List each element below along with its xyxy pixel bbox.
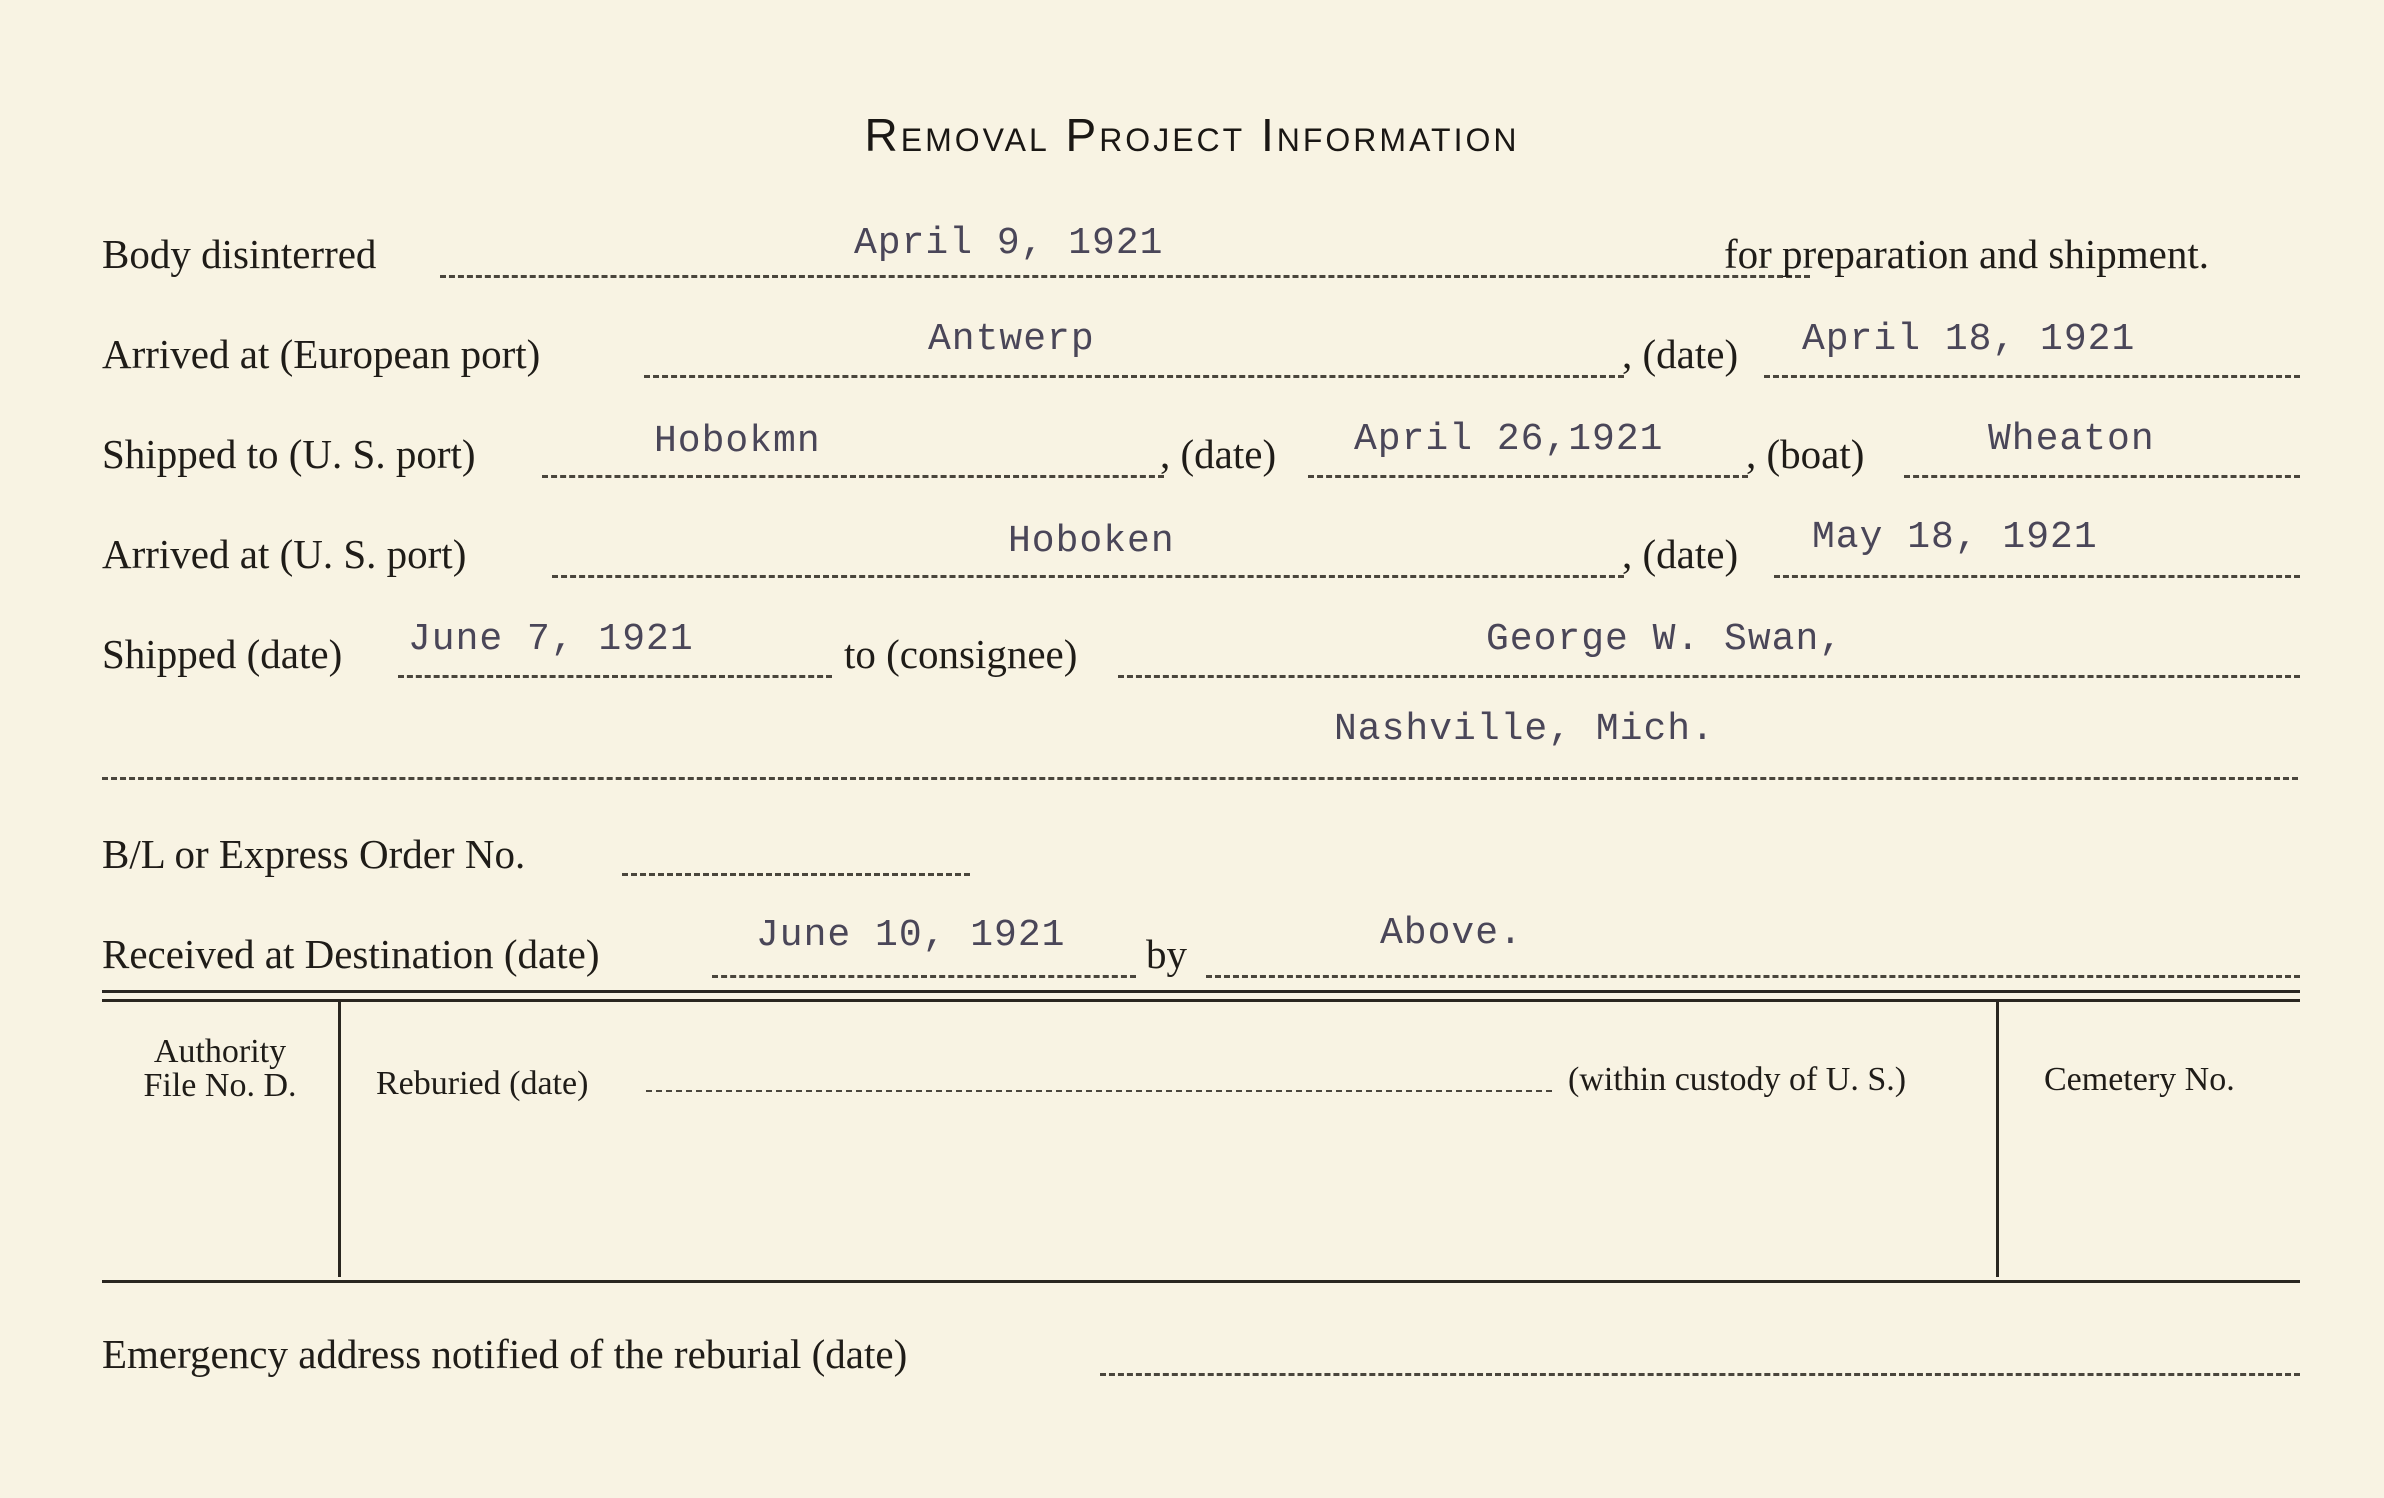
row-arrived-european xyxy=(102,318,2302,382)
arrived-us-line xyxy=(552,575,1624,578)
shipped-us-date-value: April 26,1921 xyxy=(1354,418,1664,461)
consignee-line2-value: Nashville, Mich. xyxy=(1334,708,1715,751)
arrived-european-date-line xyxy=(1764,375,2300,378)
emergency-label: Emergency address notified of the reburial (date) xyxy=(102,1331,908,1377)
received-line xyxy=(712,975,1136,978)
arrived-european-port-value: Antwerp xyxy=(928,318,1095,361)
arrived-european-date-label: , (date) xyxy=(1622,331,1739,377)
row-shipped-us xyxy=(102,418,2302,482)
arrived-us-label: Arrived at (U. S. port) xyxy=(102,531,467,577)
row-shipped-date xyxy=(102,618,2302,682)
shipped-us-date-label: , (date) xyxy=(1160,431,1277,477)
shipped-us-boat-line xyxy=(1904,475,2300,478)
shipped-us-port-line xyxy=(542,475,1164,478)
consignee-value: George W. Swan, xyxy=(1486,618,1844,661)
received-by-label: by xyxy=(1146,931,1187,977)
authority-label: Authority xyxy=(153,1033,287,1070)
card-title: Removal Project Information xyxy=(864,109,1520,161)
bl-order-line xyxy=(622,873,970,876)
box-top-rule-2 xyxy=(102,999,2300,1002)
shipped-us-boat-label: , (boat) xyxy=(1746,431,1865,477)
shipped-date-value: June 7, 1921 xyxy=(408,618,694,661)
shipped-us-boat-value: Wheaton xyxy=(1988,418,2155,461)
shipped-date-line xyxy=(398,675,832,678)
shipped-us-port-value: Hobokmn xyxy=(654,420,821,463)
received-by-value: Above. xyxy=(1380,912,1523,955)
reburied-label: Reburied (date) xyxy=(376,1065,589,1102)
arrived-us-port-value: Hoboken xyxy=(1008,520,1175,563)
arrived-european-line xyxy=(644,375,1624,378)
cemetery-no-label: Cemetery No. xyxy=(2044,1061,2235,1098)
box-top-rule-1 xyxy=(102,990,2300,993)
row-bl-order xyxy=(102,822,2302,882)
arrived-us-date-line xyxy=(1774,575,2300,578)
arrived-us-date-label: , (date) xyxy=(1622,531,1739,577)
custody-label: (within custody of U. S.) xyxy=(1568,1061,1907,1098)
body-disinterred-label: Body disinterred xyxy=(102,231,377,277)
consignee-line2-line xyxy=(102,777,2298,780)
row-consignee-line2 xyxy=(102,708,2302,780)
body-disinterred-line xyxy=(440,275,1810,278)
box-divider-right xyxy=(1996,1002,1999,1277)
shipped-us-date-line xyxy=(1308,475,1748,478)
bl-order-label: B/L or Express Order No. xyxy=(102,831,526,877)
received-by-line xyxy=(1206,975,2300,978)
consignee-label: to (consignee) xyxy=(844,631,1078,677)
arrived-european-date-value: April 18, 1921 xyxy=(1802,318,2136,361)
body-disinterred-suffix: for preparation and shipment. xyxy=(1724,231,2210,277)
arrived-us-date-value: May 18, 1921 xyxy=(1812,516,2098,559)
received-date-value: June 10, 1921 xyxy=(756,914,1066,957)
shipped-date-label: Shipped (date) xyxy=(102,631,343,677)
received-label: Received at Destination (date) xyxy=(102,931,600,977)
row-emergency xyxy=(102,1322,2302,1382)
arrived-european-label: Arrived at (European port) xyxy=(102,331,541,377)
shipped-us-label: Shipped to (U. S. port) xyxy=(102,431,476,477)
body-disinterred-value: April 9, 1921 xyxy=(854,222,1164,265)
row-arrived-us xyxy=(102,516,2302,582)
reburied-line xyxy=(646,1090,1552,1092)
file-no-label: File No. D. xyxy=(143,1067,297,1104)
row-received xyxy=(102,912,2302,982)
emergency-line xyxy=(1100,1373,2300,1376)
consignee-line xyxy=(1118,675,2300,678)
row-body-disinterred xyxy=(102,222,2302,282)
box-bottom-rule xyxy=(102,1280,2300,1283)
